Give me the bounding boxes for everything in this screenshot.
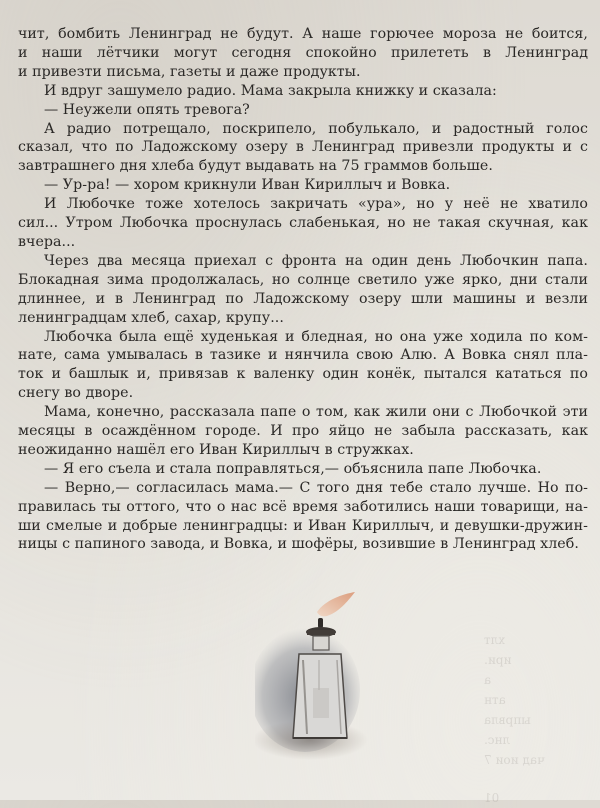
bleed-through-line: лнс. bbox=[484, 733, 511, 747]
text-line: И вдруг зашумело радио. Мама закрыла книжку и сказала: bbox=[44, 82, 497, 99]
text-line: — Я его съела и стала поправляться,— объяснила папе Любочка. bbox=[44, 460, 542, 477]
text-line: неожиданно нашёл его Иван Кириллыч в стружках. bbox=[18, 441, 414, 458]
text-line: — Верно,— согласилась мама.— С того дня тебе стало лучше. Но по- bbox=[44, 479, 588, 496]
bleed-through-line bbox=[484, 770, 594, 788]
text-line: ленинградцам хлеб, сахар, крупу... bbox=[18, 309, 284, 326]
oil-lamp-illustration bbox=[255, 590, 375, 770]
text-line: и наши лётчики могут сегодня спокойно прилететь в Ленинград bbox=[18, 44, 588, 61]
reverse-side-bleed-through bbox=[484, 630, 594, 805]
text-line: сказал, что по Ладожскому озеру в Ленинград привезли продукты и с bbox=[18, 139, 588, 156]
text-line: ницы с папиного завода, и Вовка, и шофёры, возившие в Ленинград хлеб. bbox=[18, 536, 579, 553]
bleed-through-line: чад иои 7 bbox=[484, 753, 545, 767]
text-line: — Неужели опять тревога? bbox=[44, 101, 250, 118]
bleed-through-line: хлт bbox=[484, 633, 506, 647]
bleed-through-line: ири. bbox=[484, 653, 512, 667]
text-line: чит, бомбить Ленинград не будут. А наше горючее мороза не боится, bbox=[18, 26, 588, 42]
text-line: длиннее, и в Ленинград по Ладожскому озеру шли машины и везли bbox=[18, 290, 588, 307]
text-line: сил... Утром Любочка проснулась слабенькая, но не такая скучная, как bbox=[18, 215, 588, 232]
text-line: снегу во дворе. bbox=[18, 385, 134, 402]
text-line: завтрашнего дня хлеба будут выдавать на 75 граммов больше. bbox=[18, 158, 493, 175]
text-line: нате, сама умывалась в тазике и нянчила свою Алю. А Вовка снял пла- bbox=[18, 347, 588, 364]
text-line: Мама, конечно, рассказала папе о том, как жили они с Любочкой эти bbox=[44, 404, 588, 421]
text-line: ток и башлык и, привязав к валенку один конёк, пытался кататься по bbox=[18, 366, 588, 383]
text-line: ши смелые и добрые ленинградцы: и Иван Кириллыч, и девушки-дружин- bbox=[18, 517, 588, 534]
text-line: А радио потрещало, поскрипело, побулькало, и радостный голос bbox=[44, 120, 588, 137]
bleed-through-line: а bbox=[484, 673, 492, 687]
bleed-through-line: атн bbox=[484, 693, 506, 707]
text-line: Через два месяца приехал с фронта на один день Любочкин папа. bbox=[44, 252, 588, 269]
text-line: И Любочке тоже хотелось закричать «ура», но у неё не хватило bbox=[44, 196, 588, 213]
text-line: месяцы в осаждённом городе. И про яйцо не забыла рассказать, как bbox=[18, 423, 588, 440]
bleed-through-line: 01 bbox=[484, 791, 500, 805]
oil-lamp-icon bbox=[255, 590, 375, 770]
text-line: Блокадная зима продолжалась, но солнце светило уже ярко, дни стали bbox=[18, 271, 588, 288]
book-page-text bbox=[18, 25, 588, 554]
bleed-through-line: ыпрвла bbox=[484, 713, 531, 727]
text-line: вчера... bbox=[18, 233, 76, 250]
text-line: правилась ты оттого, что о нас всё время заботились наши товарищи, на- bbox=[18, 498, 588, 515]
text-line: — Ур-ра! — хором крикнули Иван Кириллыч и Вовка. bbox=[44, 177, 451, 194]
text-line: и привезти письма, газеты и даже продукты. bbox=[18, 63, 361, 80]
text-line: Любочка была ещё худенькая и бледная, но она уже ходила по ком- bbox=[44, 328, 588, 345]
